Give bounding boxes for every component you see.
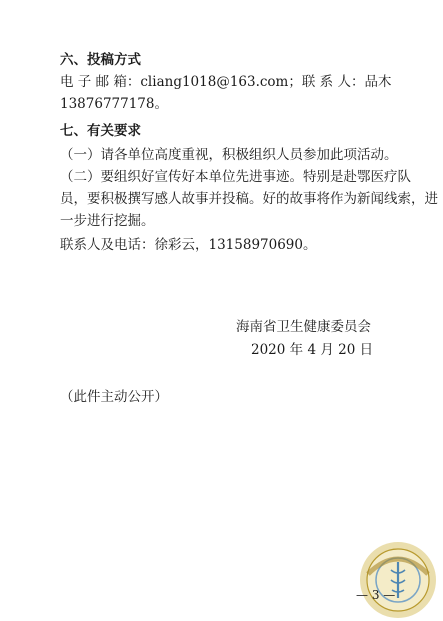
signature-org: 海南省卫生健康委员会 bbox=[236, 319, 371, 335]
section-7-heading: 七、有关要求 bbox=[60, 123, 141, 139]
requirement-item-1: （一）请各单位高度重视，积极组织人员参加此项活动。 bbox=[60, 147, 398, 163]
signature-date: 2020 年 4 月 20 日 bbox=[251, 342, 374, 358]
contact-name-part-1: 品 bbox=[364, 74, 378, 90]
email-label: 电 子 邮 箱： bbox=[60, 74, 141, 90]
contact-label: 联 系 人： bbox=[301, 74, 365, 90]
requirement-item-2-line-2: 员，要积极撰写感人故事并投稿。好的故事将作为新闻线索，进 bbox=[60, 191, 438, 207]
requirement-item-2-line-3: 一步进行挖掘。 bbox=[60, 213, 155, 229]
official-seal bbox=[358, 540, 438, 620]
section-6-heading: 六、投稿方式 bbox=[60, 52, 141, 68]
requirement-item-2-line-1: （二）要组织好宣传好本单位先进事迹。特别是赴鄂医疗队 bbox=[60, 169, 411, 185]
contact-phone: 13876777178。 bbox=[60, 96, 168, 112]
contact-name-part-2: 木 bbox=[377, 74, 392, 90]
contact-person-line: 联系人及电话：徐彩云，13158970690。 bbox=[60, 237, 317, 253]
disclosure-note: （此件主动公开） bbox=[60, 389, 168, 405]
email-contact-line bbox=[60, 73, 392, 91]
email-address: cliang1018@163.com； bbox=[140, 74, 302, 90]
page-number: — 3 — bbox=[356, 588, 396, 602]
